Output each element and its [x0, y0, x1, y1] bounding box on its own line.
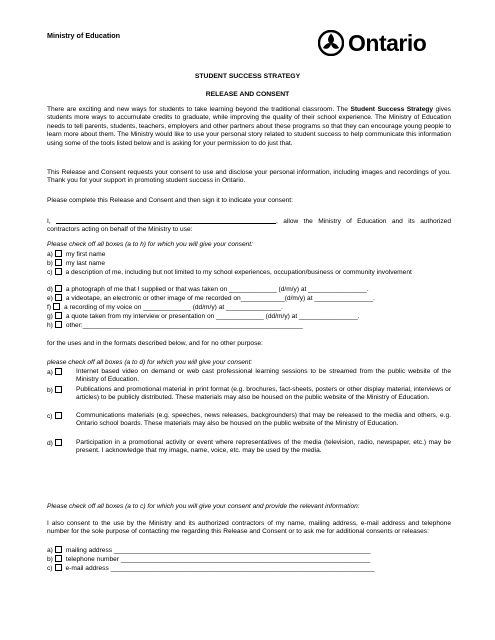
section1-instruction: Please check off all boxes (a to h) for which you will give your consent: — [47, 241, 253, 248]
consent-item-e: e) a videotape, an electronic or other image of me recorded on____________(d/m/y) at ________________. — [47, 295, 375, 302]
ministry-name: Ministry of Education — [47, 31, 121, 40]
checkbox[interactable] — [55, 250, 62, 257]
complete-instruction: Please complete this Release and Consent and then sign it to indicate your consent: — [47, 197, 293, 204]
consent-item-g: g) a quote taken from my interview or presentation on _____________ (dd/m/y) at ________________. — [47, 313, 360, 320]
contact-item-b: b) telephone number ____________________________________________________________________ — [47, 556, 371, 563]
checkbox[interactable] — [53, 303, 60, 310]
logo-text: Ontario — [348, 30, 427, 56]
format-item-a: a) Internet based video on demand or web cast professional learning sessions to be streamed from the public website of the Ministry of Education. — [47, 368, 451, 384]
consent-item-b: b) my last name — [47, 260, 106, 267]
checkbox[interactable] — [55, 285, 62, 292]
document-subtitle: RELEASE AND CONSENT — [205, 91, 290, 98]
checkbox[interactable] — [55, 555, 62, 562]
checkbox[interactable] — [55, 268, 62, 275]
format-item-c: c) Communications materials (e.g. speeches, news releases, backgrounders) that may be released to the media and others, e.g. Ontario school boards. These materials may also be housed on the public website of the Ministry of Education. — [47, 412, 451, 428]
contact-consent-paragraph: I also consent to the use by the Ministry and its authorized contractors of my name, mailing address, e-mail address and telephone number for the sole purpose of contacting me regarding this Release and Consent or to ask me for additional consents or releases: — [47, 520, 451, 536]
section3-instruction: Please check off all boxes (a to c) for which you will give your consent and provide the relevant information: — [47, 503, 360, 510]
name-statement: I, , allow the Ministry of Education and its authorized contractors acting on behalf of the Ministry to use: — [47, 218, 451, 234]
consent-item-c: c) a description of me, including but not limited to my school experiences, occupation/business or community involvement — [47, 269, 412, 276]
checkbox[interactable] — [55, 439, 62, 446]
consent-item-d: d) a photograph of me that I supplied or that was taken on _____________ (d/m/y) at ________________. — [47, 286, 369, 293]
checkbox[interactable] — [55, 259, 62, 266]
consent-item-h: h) other:____________________________________________________________ — [47, 322, 303, 329]
document-title: STUDENT SUCCESS STRATEGY — [194, 73, 301, 80]
checkbox[interactable] — [55, 546, 62, 553]
checkbox[interactable] — [55, 368, 62, 375]
uses-statement: for the uses and in the formats described below, and for no other purpose: — [47, 340, 263, 347]
consent-item-f: f) a recording of my voice on _____________ (dd/m/y) at _______________. — [47, 304, 283, 311]
contact-item-a: a) mailing address ______________________________________________________________________ — [47, 547, 371, 554]
format-item-b: b) Publications and promotional material in print format (e.g. brochures, fact-sheets, posters or other display material, interviews or articles) to be publicly distributed. These materials may also be housed on the public website of the Ministry of Education. — [47, 386, 451, 402]
ontario-logo — [318, 30, 426, 56]
checkbox[interactable] — [55, 312, 62, 319]
format-item-d: d) Participation in a promotional activity or event where representatives of the media (television, radio, newspaper, etc.) may be present. I acknowledge that my image, name, voice, etc. may be used by the media. — [47, 439, 451, 455]
checkbox[interactable] — [55, 564, 62, 571]
section2-instruction: please check off all boxes (a to d) for which you will give your consent: — [47, 359, 253, 366]
checkbox[interactable] — [55, 412, 62, 419]
checkbox[interactable] — [55, 294, 62, 301]
consent-paragraph: This Release and Consent requests your consent to use and disclose your personal information, including images and recordings of you. Thank you for your support in promoting student success in Ontario. — [47, 169, 451, 185]
checkbox[interactable] — [55, 321, 62, 328]
checkbox[interactable] — [55, 386, 62, 393]
contact-item-c: c) e-mail address ________________________________________________________________________ — [47, 565, 375, 572]
consent-item-a: a) my first name — [47, 251, 106, 258]
intro-paragraph: There are exciting and new ways for students to take learning beyond the traditional classroom. The Student Success Strategy gives students more ways to accumulate credits to graduate, while improving the quality of their school experience. The Ministry of Education needs to tell parents, students, teachers, employers and other partners about these programs so that they can encourage young people to learn more about them. The Ministry would like to use your personal story related to student success to help communicate this information using some of the tools listed below and is asking for your permission to do just that. — [47, 106, 451, 147]
trillium-icon — [318, 30, 344, 56]
name-field[interactable] — [56, 216, 276, 224]
